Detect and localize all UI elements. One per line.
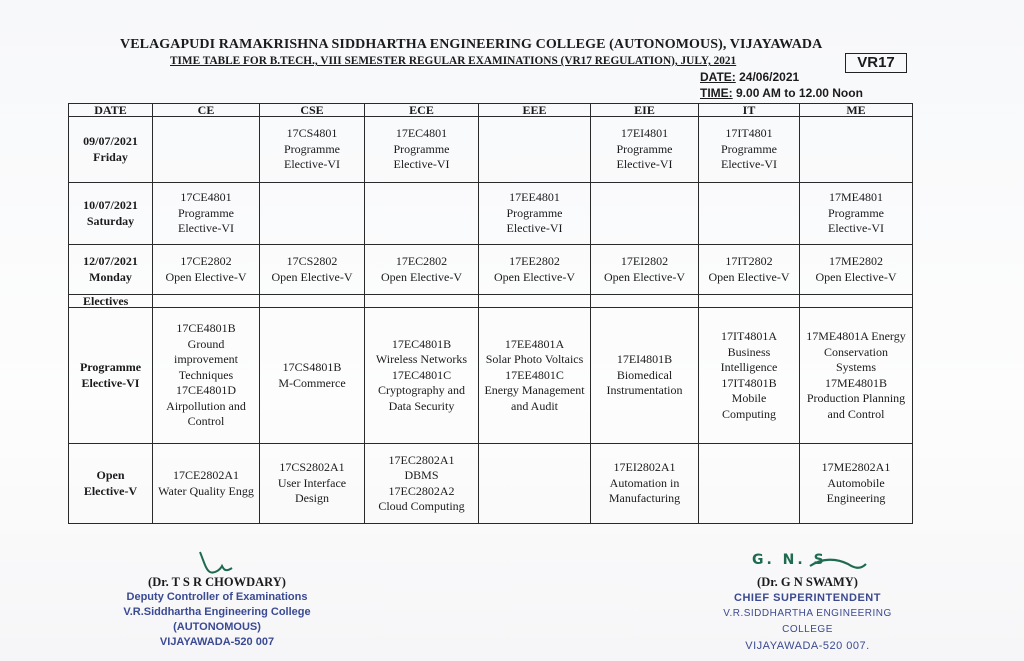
elective-cell <box>800 444 913 524</box>
exam-cell <box>260 183 365 245</box>
cell-text: 17EI2802 <box>620 254 669 268</box>
cell-text: Programme <box>393 141 450 156</box>
elective-cell <box>699 308 800 444</box>
cell-text: Instrumentation <box>606 383 683 398</box>
cell-text: Elective-VI <box>828 221 884 236</box>
col-header: EEE <box>479 104 591 117</box>
cell-text: 17CS4801 <box>286 126 338 141</box>
elective-row <box>69 444 913 524</box>
empty-cell <box>260 295 365 308</box>
cell-text: 17IT4801 <box>725 126 773 141</box>
cell-text: Friday <box>93 149 128 164</box>
exam-cell <box>153 245 260 295</box>
exam-cell <box>800 183 913 245</box>
col-header: EIE <box>591 104 699 117</box>
cell-text: 17ME4801 <box>829 190 883 205</box>
exam-row <box>69 245 913 295</box>
cell-text: 17CE2802 <box>180 254 232 268</box>
elective-cell <box>260 308 365 444</box>
cell-text: 17EE4801C <box>505 367 564 382</box>
exam-cell <box>699 245 800 295</box>
cell-text: Programme <box>178 205 234 220</box>
college-title: VELAGAPUDI RAMAKRISHNA SIDDHARTHA ENGINEERING COLLEGE (AUTONOMOUS), VIJAYAWADA <box>120 37 823 52</box>
cell-text: Solar Photo Voltaics <box>485 352 584 367</box>
empty-cell <box>591 295 699 308</box>
exam-subtitle: TIME TABLE FOR B.TECH., VIII SEMESTER REGULAR EXAMINATIONS (VR17 REGULATION), JULY, 2021 <box>170 55 737 67</box>
elective-cell <box>153 444 260 524</box>
time-label: TIME: <box>700 86 733 100</box>
cell-text: improvement <box>174 352 238 367</box>
elective-cell <box>479 308 591 444</box>
elective-cell <box>365 444 479 524</box>
stamp-line: V.R.Siddhartha Engineering College <box>123 606 311 618</box>
cell-text: DBMS <box>404 468 439 482</box>
cell-text: 17EC4801 <box>395 126 448 141</box>
cell-text: 17EC2802A2 <box>388 483 455 498</box>
signatory-name-right: (Dr. G N SWAMY) <box>757 575 858 589</box>
cell-text: Elective-V <box>83 483 138 498</box>
exam-cell <box>260 245 365 295</box>
cell-text: Open Elective-V <box>165 269 247 284</box>
cell-text: 17CE2802A1 <box>173 468 239 482</box>
electives-row <box>69 295 913 308</box>
signature-left <box>122 575 312 650</box>
cell-text: Programme <box>721 141 777 156</box>
exam-row <box>69 183 913 245</box>
cell-text: Elective-VI <box>178 221 234 236</box>
cell-text: Mobile <box>731 391 767 405</box>
cell-text: 17EI4801B <box>616 352 673 367</box>
empty-cell <box>365 295 479 308</box>
exam-cell <box>365 245 479 295</box>
cell-text: Saturday <box>86 213 135 228</box>
cell-text: Production Planning <box>806 391 906 405</box>
cell-text: 17IT2802 <box>725 254 773 268</box>
elective-cell <box>153 308 260 444</box>
exam-cell <box>365 117 479 183</box>
cell-text: Intelligence <box>720 360 778 374</box>
empty-cell <box>479 295 591 308</box>
cell-text: User Interface <box>277 475 347 490</box>
cell-text: Techniques <box>178 367 234 382</box>
regulation-badge: VR17 <box>845 53 907 73</box>
cell-text: Energy Management <box>484 383 585 398</box>
elective-label <box>69 444 153 524</box>
cell-text: 17EC4801B <box>391 336 452 351</box>
col-header: IT <box>699 104 800 117</box>
cell-text: Computing <box>721 406 776 421</box>
cell-text: 17EC2802 <box>395 254 448 268</box>
date-value: 24/06/2021 <box>735 70 800 84</box>
exam-cell <box>479 117 591 183</box>
cell-text: Open Elective-V <box>271 269 353 284</box>
elective-label <box>69 308 153 444</box>
issue-date <box>700 70 799 84</box>
cell-text: Programme <box>284 141 340 156</box>
cell-text: 17EE4801 <box>509 190 560 205</box>
stamp-right <box>700 590 915 654</box>
elective-cell <box>591 444 699 524</box>
date-label: DATE: <box>700 70 736 84</box>
cell-text: 17ME4801A Energy <box>806 329 906 343</box>
col-header: ME <box>800 104 913 117</box>
cell-text: Manufacturing <box>608 491 681 506</box>
exam-cell <box>591 245 699 295</box>
cell-text: Programme <box>616 141 673 156</box>
exam-cell <box>699 183 800 245</box>
exam-cell <box>365 183 479 245</box>
cell-text: 17CS4801B <box>282 360 342 374</box>
cell-text: 12/07/2021 <box>83 254 138 268</box>
col-header: CSE <box>260 104 365 117</box>
cell-text: Elective-VI <box>393 157 450 172</box>
cell-text: 17CS2802 <box>286 254 338 268</box>
col-header: CE <box>153 104 260 117</box>
exam-cell <box>479 245 591 295</box>
cell-text: 17EE2802 <box>509 254 560 268</box>
cell-text: Programme <box>828 205 884 220</box>
cell-text: Data Security <box>388 398 455 413</box>
stamp-line: VIJAYAWADA-520 007 <box>159 636 275 648</box>
exam-cell <box>699 117 800 183</box>
cell-text: Programme <box>506 205 563 220</box>
cell-text: and Audit <box>511 398 558 413</box>
cell-text: 17EI4801 <box>620 126 669 141</box>
cell-text: and Control <box>827 406 885 421</box>
exam-cell <box>153 117 260 183</box>
cell-text: 10/07/2021 <box>83 198 138 212</box>
exam-cell <box>153 183 260 245</box>
cell-text: 17EE4801A <box>504 336 565 351</box>
cell-text: Elective-VI <box>616 157 673 172</box>
cell-text: Biomedical <box>616 367 673 382</box>
cell-text: Elective-VI <box>506 221 563 236</box>
col-header: ECE <box>365 104 479 117</box>
cell-text: 17EC2802A1 <box>388 452 455 467</box>
cell-text: Cloud Computing <box>378 499 465 513</box>
exam-cell <box>800 245 913 295</box>
signature-right-scribble <box>808 554 868 576</box>
cell-text: Elective-VI <box>81 375 140 390</box>
cell-text: Open Elective-V <box>494 269 575 284</box>
date-cell <box>69 183 153 245</box>
cell-text: Open Elective-V <box>815 269 897 284</box>
cell-text: 17CS2802A1 <box>279 460 345 475</box>
exam-cell <box>591 183 699 245</box>
cell-text: Engineering <box>826 491 886 506</box>
stamp-line: (AUTONOMOUS) <box>173 621 261 633</box>
cell-text: Open Elective-V <box>604 269 685 284</box>
cell-text: Wireless Networks <box>375 352 468 367</box>
cell-text: Open Elective-V <box>708 269 790 284</box>
exam-cell <box>800 117 913 183</box>
stamp-line: CHIEF SUPERINTENDENT <box>734 592 881 604</box>
cell-text: 17ME2802A1 <box>821 460 891 475</box>
cell-text: 17ME2802 <box>829 254 883 268</box>
electives-label: Electives <box>69 295 153 308</box>
date-cell <box>69 117 153 183</box>
cell-text: 17IT4801A <box>721 329 777 343</box>
cell-text: 09/07/2021 <box>83 134 138 148</box>
cell-text: 17CE4801B <box>176 321 236 336</box>
elective-cell <box>479 444 591 524</box>
cell-text: Monday <box>89 269 132 284</box>
exam-cell <box>479 183 591 245</box>
stamp-line: V.R.SIDDHARTHA ENGINEERING COLLEGE <box>723 608 892 635</box>
elective-row <box>69 308 913 444</box>
cell-text: Water Quality Engg <box>158 483 254 498</box>
elective-cell <box>260 444 365 524</box>
cell-text: 17IT4801B <box>721 375 777 390</box>
elective-cell <box>699 444 800 524</box>
cell-text: Conservation <box>824 344 888 359</box>
cell-text: Elective-VI <box>284 157 340 172</box>
signatory-name-left: (Dr. T S R CHOWDARY) <box>148 575 286 589</box>
signature-right <box>700 575 915 654</box>
stamp-line: Deputy Controller of Examinations <box>126 591 308 603</box>
cell-text: Control <box>187 414 225 429</box>
cell-text: Ground <box>187 336 225 351</box>
signature-left-scribble <box>196 548 236 578</box>
cell-text: Systems <box>835 360 876 374</box>
elective-cell <box>800 308 913 444</box>
cell-text: Open Elective-V <box>381 269 462 284</box>
empty-cell <box>153 295 260 308</box>
elective-cell <box>591 308 699 444</box>
cell-text: Automobile <box>827 475 885 490</box>
cell-text: Automation in <box>609 475 680 490</box>
cell-text: 17CE4801D <box>176 383 236 398</box>
header-row <box>69 104 913 117</box>
exam-cell <box>591 117 699 183</box>
signature-right-initials: G. N. S <box>752 552 827 568</box>
cell-text: Cryptography and <box>378 383 465 398</box>
cell-text: Open <box>96 468 125 482</box>
exam-time <box>700 86 863 100</box>
cell-text: M-Commerce <box>278 375 346 390</box>
stamp-left <box>122 590 312 650</box>
stamp-line: VIJAYAWADA-520 007. <box>745 640 870 652</box>
cell-text: Elective-VI <box>721 157 777 172</box>
exam-row <box>69 117 913 183</box>
empty-cell <box>699 295 800 308</box>
cell-text: 17CE4801 <box>180 190 232 205</box>
timetable <box>68 103 913 524</box>
exam-cell <box>260 117 365 183</box>
cell-text: Business <box>727 344 771 359</box>
date-cell <box>69 245 153 295</box>
empty-cell <box>800 295 913 308</box>
cell-text: Airpollution and <box>166 398 246 413</box>
col-header: DATE <box>69 104 153 117</box>
cell-text: 17EI2802A1 <box>613 460 676 475</box>
elective-cell <box>365 308 479 444</box>
cell-text: Programme <box>79 360 142 374</box>
time-value: 9.00 AM to 12.00 Noon <box>732 86 863 100</box>
cell-text: Design <box>295 491 329 506</box>
cell-text: 17EC4801C <box>391 367 452 382</box>
cell-text: 17ME4801B <box>824 375 887 390</box>
